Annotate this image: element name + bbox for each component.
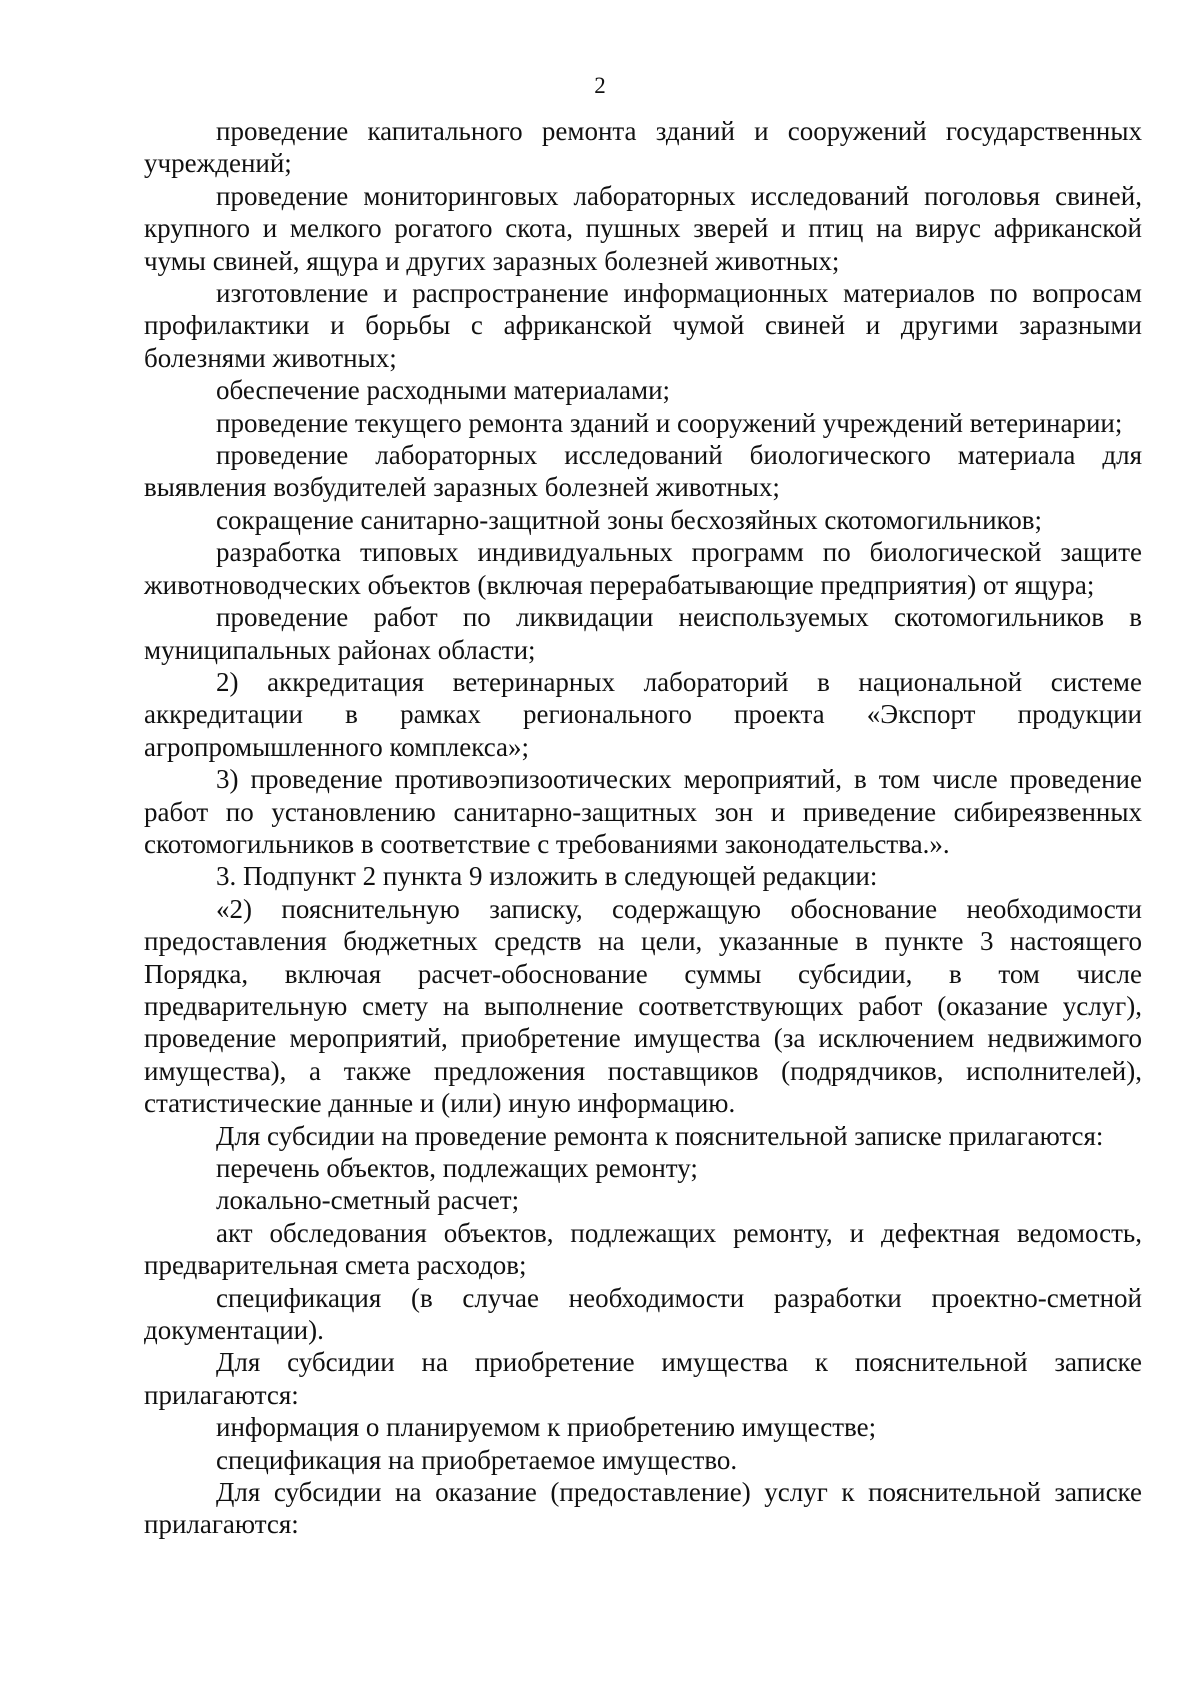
paragraph: 3. Подпункт 2 пункта 9 изложить в следующей редакции: — [216, 861, 878, 892]
paragraph: 2) аккредитация ветеринарных лабораторий в национальной системе аккредитации в рамках регионального проекта «Экспорт продукции агропромышленного комплекса»; — [144, 666, 1142, 762]
paragraph: 3) проведение противоэпизоотических мероприятий, в том числе проведение работ по установлению санитарно-защитных зон и приведение сибиреязвенных скотомогильников в соответствие с требованиями законодательства.». — [144, 764, 1142, 859]
paragraph: Для субсидии на проведение ремонта к пояснительной записке прилагаются: — [216, 1120, 1104, 1151]
paragraph: проведение работ по ликвидации неиспользуемых скотомогильников в муниципальных районах области; — [144, 602, 1142, 665]
paragraph: перечень объектов, подлежащих ремонту; — [216, 1153, 698, 1183]
paragraph: разработка типовых индивидуальных программ по биологической защите животноводческих объектов (включая перерабатывающие предприятия) от ящура; — [144, 537, 1142, 600]
paragraph: проведение лабораторных исследований биологического материала для выявления возбудителей заразных болезней животных; — [144, 440, 1142, 503]
paragraph: спецификация (в случае необходимости разработки проектно-сметной документации). — [144, 1282, 1142, 1346]
paragraph: изготовление и распространение информационных материалов по вопросам профилактики и борьбы с африканской чумой свиней и другими заразными болезнями животных; — [144, 278, 1142, 373]
paragraph: Для субсидии на оказание (предоставление) услуг к пояснительной записке прилагаются: — [144, 1477, 1142, 1540]
paragraph: проведение мониторинговых лабораторных исследований поголовья свиней, крупного и мелкого рогатого скота, пушных зверей и птиц на вирус африканской чумы свиней, ящура и других заразных болезней животных; — [144, 180, 1142, 276]
paragraph: акт обследования объектов, подлежащих ремонту, и дефектная ведомость, предварительная смета расходов; — [144, 1217, 1142, 1281]
paragraph: спецификация на приобретаемое имущество. — [216, 1444, 738, 1475]
paragraph: обеспечение расходными материалами; — [216, 375, 671, 406]
document-body — [144, 115, 1142, 1541]
page-number: 2 — [594, 73, 606, 98]
paragraph: проведение капитального ремонта зданий и сооружений государственных учреждений; — [144, 116, 1142, 179]
paragraph: локально-сметный расчет; — [216, 1185, 520, 1216]
paragraph: Для субсидии на приобретение имущества к пояснительной записке прилагаются: — [144, 1347, 1142, 1410]
paragraph: информация о планируемом к приобретению имуществе; — [216, 1412, 877, 1443]
paragraph: проведение текущего ремонта зданий и сооружений учреждений ветеринарии; — [216, 407, 1123, 438]
paragraph: «2) пояснительную записку, содержащую обоснование необходимости предоставления бюджетных средств на цели, указанные в пункте 3 настоящего Порядка, включая расчет-обоснование суммы субсидии, в том числе предварительную смету на выполнение соответствующих работ (оказание услуг), проведение мероприятий, приобретение имущества (за исключением недвижимого имущества), а также предложения поставщиков (подрядчиков, исполнителей), статистические данные и (или) иную информацию. — [144, 893, 1142, 1119]
paragraph: сокращение санитарно-защитной зоны бесхозяйных скотомогильников; — [216, 504, 1043, 535]
